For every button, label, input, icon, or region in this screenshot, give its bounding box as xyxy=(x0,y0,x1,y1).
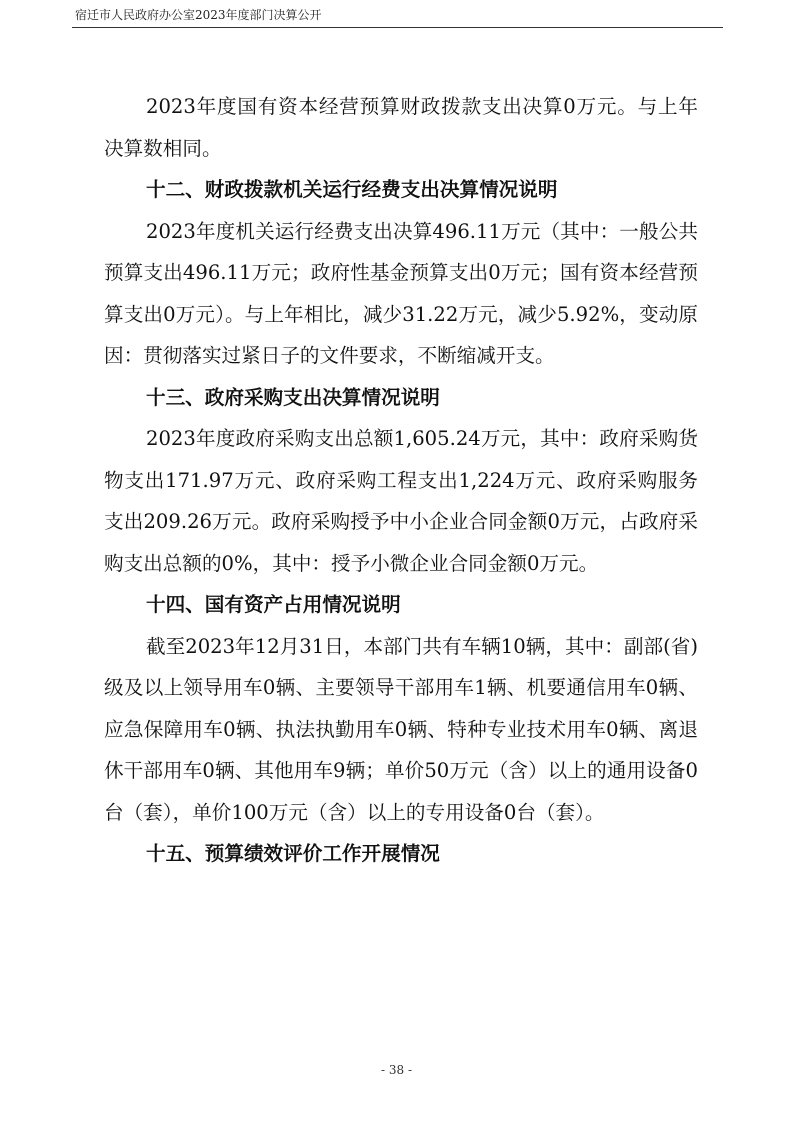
section-heading-14: 十四、国有资产占用情况说明 xyxy=(146,593,401,616)
document-body xyxy=(104,86,698,875)
section-heading-15: 十五、预算绩效评价工作开展情况 xyxy=(146,842,440,865)
paragraph-state-capital: 2023年度国有资本经营预算财政拨款支出决算0万元。与上年决算数相同。 xyxy=(104,95,698,160)
page-number: - 38 - xyxy=(380,1063,412,1077)
section-heading-12: 十二、财政拨款机关运行经费支出决算情况说明 xyxy=(146,178,558,201)
header-divider xyxy=(72,27,723,28)
page-header: 宿迁市人民政府办公室2023年度部门决算公开 xyxy=(75,8,322,22)
paragraph-state-assets: 截至2023年12月31日，本部门共有车辆10辆，其中：副部(省)级及以上领导用车0辆、主要领导干部用车1辆、机要通信用车0辆、应急保障用车0辆、执法执勤用车0辆、特种专业技术用车0辆、离退休干部用车0辆、其他用车9辆；单价50万元（含）以上的通用设备0台（套），单价100万元（含）以上的专用设备0台（套）。 xyxy=(104,634,698,824)
section-heading-13: 十三、政府采购支出决算情况说明 xyxy=(146,385,440,409)
paragraph-procurement: 2023年度政府采购支出总额1,605.24万元，其中：政府采购货物支出171.97万元、政府采购工程支出1,224万元、政府采购服务支出209.26万元。政府采购授予中小企业合同金额0万元，占政府采购支出总额的0%，其中：授予小微企业合同金额0万元。 xyxy=(104,427,698,575)
paragraph-operating-expenses: 2023年度机关运行经费支出决算496.11万元（其中：一般公共预算支出496.11万元；政府性基金预算支出0万元；国有资本经营预算支出0万元）。与上年相比，减少31.22万元，减少5.92%，变动原因：贯彻落实过紧日子的文件要求，不断缩减开支。 xyxy=(104,219,698,367)
